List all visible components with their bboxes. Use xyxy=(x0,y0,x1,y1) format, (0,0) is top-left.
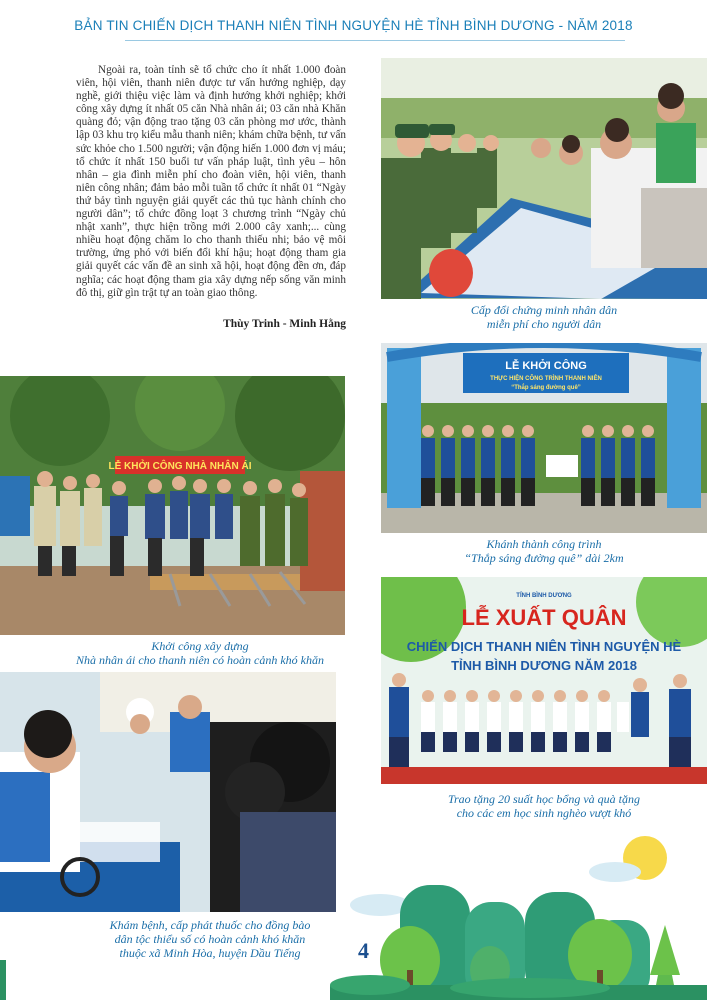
banner-title: LỄ KHỞI CÔNG xyxy=(505,360,587,372)
caption-launch-ceremony xyxy=(381,792,707,820)
photo-id-card-service xyxy=(381,58,707,299)
caption-line: Nhà nhân ái cho thanh niên có hoàn cảnh khó khăn xyxy=(76,653,324,667)
caption-line: Trao tặng 20 suất học bổng và quà tặng xyxy=(447,792,640,806)
header-divider xyxy=(125,40,625,41)
banner-province: TỈNH BÌNH DƯƠNG xyxy=(516,593,572,599)
banner-slogan: “Thắp sáng đường quê” xyxy=(511,385,581,391)
photo-charity-house xyxy=(0,376,345,635)
photo-road-lighting xyxy=(381,343,707,533)
banner-subtitle: CHIẾN DỊCH THANH NIÊN TÌNH NGUYỆN HÈ xyxy=(406,639,682,654)
article-author: Thùy Trinh - Minh Hằng xyxy=(223,318,346,330)
decorative-footer-illustration xyxy=(330,820,707,1000)
caption-line: thuộc xã Minh Hòa, huyện Dầu Tiếng xyxy=(119,946,301,960)
caption-line: Khởi công xây dựng xyxy=(151,639,249,653)
caption-line: Khám bệnh, cấp phát thuốc cho đồng bào xyxy=(109,918,311,932)
caption-line: “Thắp sáng đường quê” dài 2km xyxy=(464,551,624,565)
caption-line: dân tộc thiểu số có hoàn cảnh khó khăn xyxy=(114,932,306,946)
caption-line: Khánh thành công trình xyxy=(486,537,602,551)
caption-line: Cấp đổi chứng minh nhân dân xyxy=(470,303,618,317)
caption-id-card-service xyxy=(381,303,707,331)
banner-title: LỄ XUẤT QUÂN xyxy=(461,605,627,630)
caption-road-lighting xyxy=(381,537,707,565)
banner-title: LỄ KHỞI CÔNG NHÀ NHÂN ÁI xyxy=(108,461,252,472)
article-body: Ngoài ra, toàn tỉnh sẽ tổ chức cho ít nhất 1.000 đoàn viên, hội viên, thanh niên được tư vấn hướng nghiệp, dạy nghề, giới thiệu việc làm và định hướng khởi nghiệp; khởi công xây dựng ít nhất 05 căn Nhà nhân ái; 03 căn nhà Khăn quàng đỏ; vận động trao tặng 03 căn phòng mơ ước, thành lập 03 khu trọ kiểu mẫu thanh niên; khám chữa bệnh, tư vấn sức khỏe cho 1.500 người; vận động hiến 1.000 đơn vị máu; tổ chức ít nhất 150 buổi tư vấn pháp luật, tình yêu – hôn nhân – gia đình miễn phí cho đoàn viên, hội viên, thanh niên công nhân; đảm bảo mỗi tuần tổ chức ít nhất 01 “Ngày thứ bảy tình nguyện giải quyết các thủ tục hành chính cho người dân”; tổ chức đồng loạt 3 chương trình “Ngày chủ nhật xanh”, thực hiện trồng mới 2.000 cây xanh;... cùng nhiều hoạt động chăm lo cho thanh thiếu nhi; bảo vệ môi trường, ứng phó với biến đổi khí hậu; hoạt động tham gia giải quyết các vấn đề an sinh xã hội, hoạt động đền ơn, đáp nghĩa; các hoạt động tham gia xây dựng nếp sống văn minh đô thị, giữ gìn trật tự an toàn giao thông. xyxy=(76,64,346,299)
banner-subtitle: THỰC HIỆN CÔNG TRÌNH THANH NIÊN xyxy=(490,376,602,382)
photo-launch-ceremony xyxy=(381,577,707,784)
page-number: 4 xyxy=(358,938,369,963)
banner-year: TỈNH BÌNH DƯƠNG NĂM 2018 xyxy=(451,658,637,673)
caption-medical-checkup xyxy=(90,918,330,960)
caption-charity-house xyxy=(0,639,400,667)
photo-medical-checkup xyxy=(0,672,336,912)
page-header-title: BẢN TIN CHIẾN DỊCH THANH NIÊN TÌNH NGUYỆN HÈ TỈNH BÌNH DƯƠNG - NĂM 2018 xyxy=(74,18,633,33)
caption-line: miễn phí cho người dân xyxy=(486,317,602,331)
caption-line: cho các em học sinh nghèo vượt khó xyxy=(456,806,632,820)
left-edge-accent xyxy=(0,960,6,1000)
